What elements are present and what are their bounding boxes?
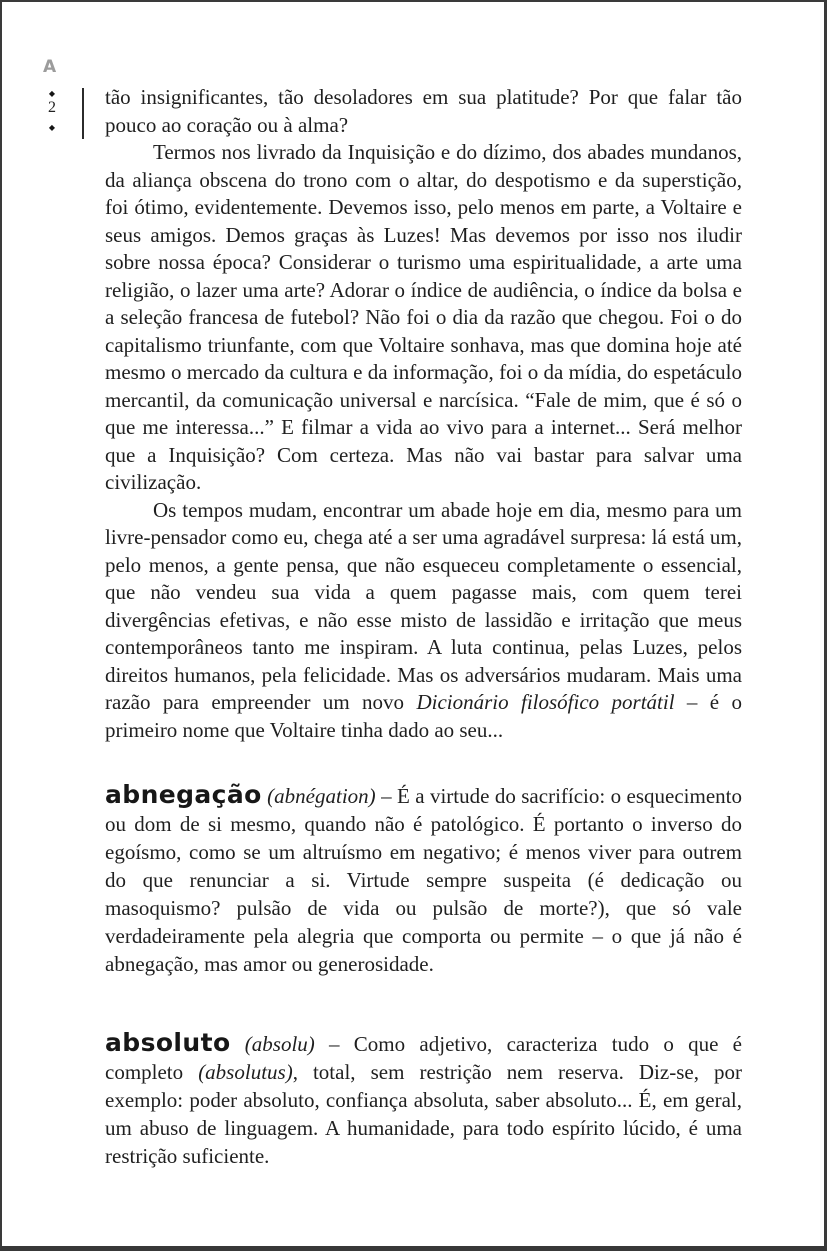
text-run: tão insignificantes, tão desoladores em sua platitude? Por que falar tão pouco ao coração ou à alma?: [105, 85, 742, 137]
text-run: Os tempos mudam, encontrar um abade hoje em dia, mesmo para um livre-pensador como eu, chega até a ser uma agradável surpresa: lá está um, pelo menos, a gente pensa, que não esqueceu completamente o essencial, que não vendeu sua vida a quem pagasse mais, com quem terei divergências efetivas, e não esse misto de lassidão e irritação que meus contemporâneos tanto me inspiram. A luta continua, pelas Luzes, pelos direitos humanos, pela felicidade. Mas os adversários mudaram. Mais uma razão para empreender um novo: [105, 497, 742, 714]
entry-headword: abnegação: [105, 780, 262, 809]
text-run: , total, sem restrição nem reserva. Diz-se, por exemplo: poder absoluto, confiança absoluta, saber absoluto... É, em geral, um abuso de linguagem. A humanidade, para todo espírito lúcido, é uma restrição suficiente.: [105, 1060, 742, 1168]
margin-bullet-bottom: ◆: [48, 123, 56, 132]
dictionary-entry-abnegacao: [105, 782, 742, 978]
text-run: – É a virtude do sacrifício: o esquecimento ou dom de si mesmo, quando não é patológico. É portanto o inverso do egoísmo, como se um altruísmo em negativo; é menos viver para outrem do que renunciar a si. Virtude sempre suspeita (é dedicação ou masoquismo? pulsão de vida ou pulsão de morte?), que só vale verdadeiramente pela alegria que comporta ou permite – o que já não é abnegação, mas amor ou generosidade.: [105, 784, 742, 976]
italic-text-run: (absolutus): [198, 1060, 293, 1084]
text-run: Termos nos livrado da Inquisição e do dízimo, dos abades mundanos, da aliança obscena do trono com o altar, do despotismo e da superstição, foi ótimo, evidentemente. Devemos isso, pelo menos em parte, a Voltaire e seus amigos. Demos graças às Luzes! Mas devemos por isso nos iludir sobre nossa época? Considerar o turismo uma espiritualidade, a arte uma religião, o lazer uma arte? Adorar o índice de audiência, o índice da bolsa e a seleção francesa de futebol? Não foi o dia da razão que chegou. Foi o do capitalismo triunfante, com que Voltaire sonhava, mas que domina hoje até mesmo o mercado da cultura e da informação, foi o da mídia, do espetáculo mercantil, da comunicação universal e narcísica. “Fale de mim, que é só o que me interessa...” E filmar a vida ao vivo para a internet... Será melhor que a Inquisição? Com certeza. Mas não vai bastar para salvar uma civilização.: [105, 140, 742, 494]
text-run: – Como adjetivo, caracteriza tudo o que é completo: [105, 1032, 742, 1084]
italic-text-run: Dicionário filosófico portátil: [416, 690, 675, 714]
paragraph: [105, 497, 742, 745]
page-number: 2: [48, 99, 56, 116]
entry-paragraph: [105, 782, 742, 978]
entry-foreign-term: (abnégation): [267, 784, 376, 808]
paragraph: [105, 84, 742, 139]
margin-bullet-top: ◆: [48, 89, 56, 98]
entry-paragraph: [105, 1030, 742, 1170]
entry-foreign-term: (absolu): [244, 1032, 315, 1056]
entry-headword: absoluto: [105, 1028, 231, 1057]
section-letter: A: [43, 57, 57, 77]
paragraph: [105, 139, 742, 497]
dictionary-entry-absoluto: [105, 1030, 742, 1170]
margin-divider-rule: [82, 88, 84, 139]
text-run: – é o primeiro nome que Voltaire tinha dado ao seu...: [105, 690, 743, 742]
intro-paragraphs: [105, 84, 742, 744]
